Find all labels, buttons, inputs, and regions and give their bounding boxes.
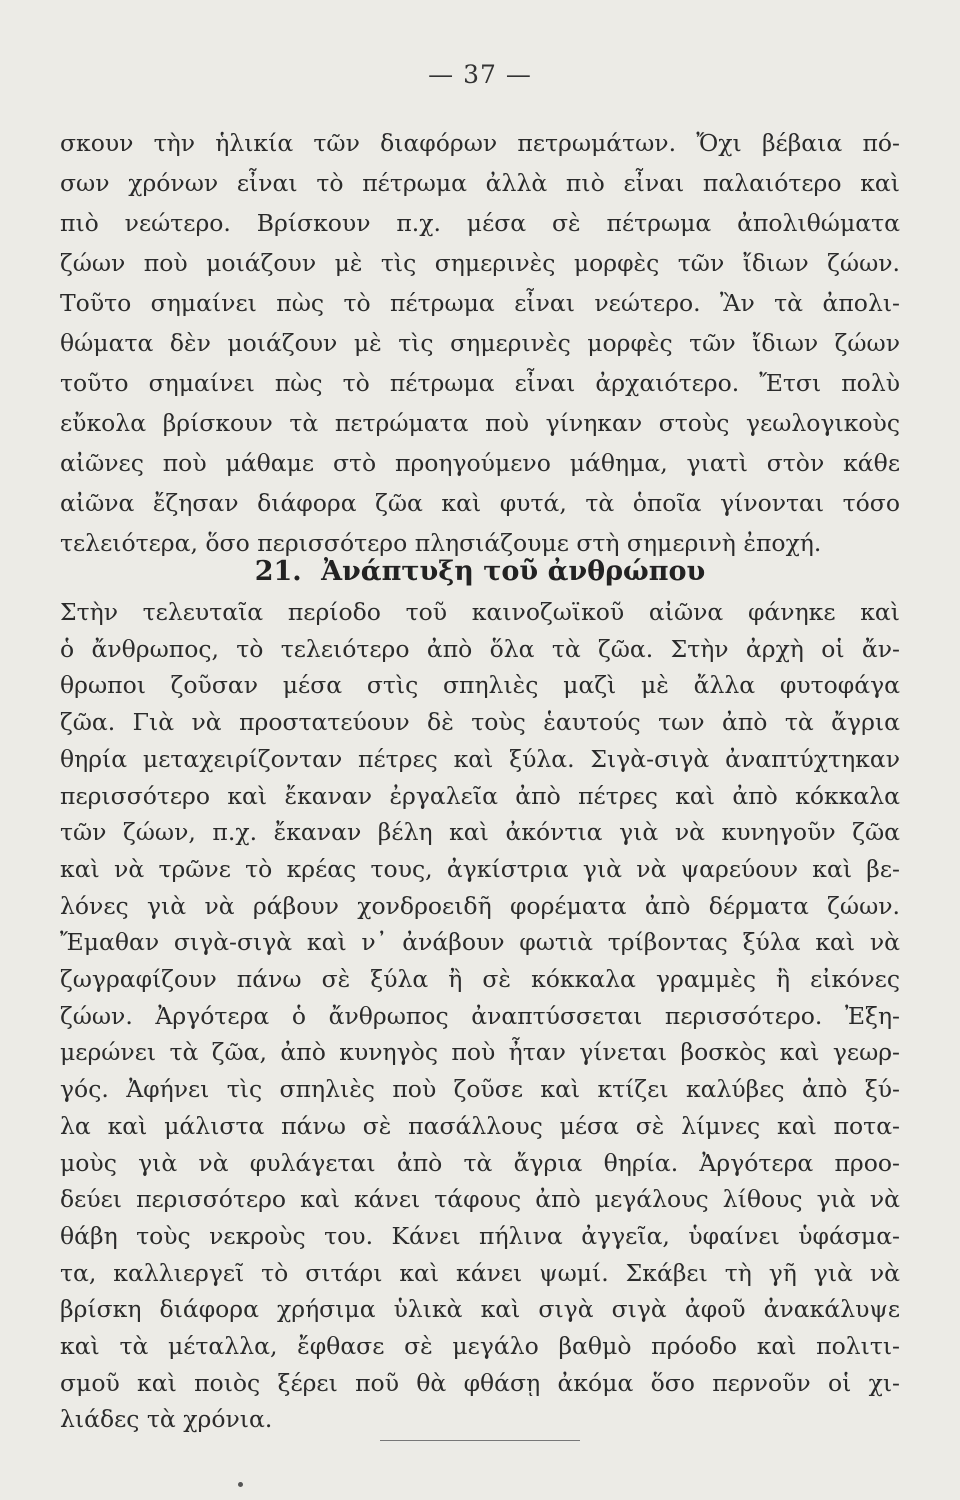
text-line: πιὸ νεώτερο. Βρίσκουν π.χ. μέσα σὲ πέτρωμα ἀπολιθώματα [60,209,900,237]
text-line: περισσότερο καὶ ἔκαναν ἐργαλεῖα ἀπὸ πέτρες καὶ ἀπὸ κόκκαλα [60,781,900,810]
page-number: — 37 — [428,60,532,89]
text-line: τοῦτο σημαίνει πὼς τὸ πέτρωμα εἶναι ἀρχαιότερο. Ἔτσι πολὺ [60,369,900,397]
text-line: σκουν τὴν ἡλικία τῶν διαφόρων πετρωμάτων. Ὄχι βέβαια πό- [60,129,900,157]
text-line: ζῶα. Γιὰ νὰ προστατεύουν δὲ τοὺς ἑαυτούς των ἀπὸ τὰ ἄγρια [60,708,900,737]
text-line: μερώνει τὰ ζῶα, ἀπὸ κυνηγὸς ποὺ ἦταν γίνεται βοσκὸς καὶ γεωρ- [60,1038,900,1067]
footer-rule [380,1440,580,1441]
text-line: αἰῶνα ἔζησαν διάφορα ζῶα καὶ φυτά, τὰ ὁποῖα γίνονται τόσο [60,489,900,517]
text-line: δεύει περισσότερο καὶ κάνει τάφους ἀπὸ μεγάλους λίθους γιὰ νὰ [60,1185,900,1214]
section-heading [0,552,960,592]
text-line: βρίσκη διάφορα χρήσιμα ὑλικὰ καὶ σιγὰ σιγὰ ἀφοῦ ἀνακάλυψε [60,1295,900,1324]
section-title: Ἀνάπτυξη τοῦ ἀνθρώπου [321,556,706,587]
text-line: σων χρόνων εἶναι τὸ πέτρωμα ἀλλὰ πιὸ εἶναι παλαιότερο καὶ [60,169,900,197]
text-line: ζωγραφίζουν πάνω σὲ ξύλα ἢ σὲ κόκκαλα γραμμὲς ἢ εἰκόνες [60,965,900,993]
text-line: σμοῦ καὶ ποιὸς ξέρει ποῦ θὰ φθάσῃ ἀκόμα ὅσο περνοῦν οἱ χι- [60,1368,900,1397]
text-line: λιάδες τὰ χρόνια. [60,1405,273,1434]
print-speck [238,1482,243,1487]
text-line: ζώων. Ἀργότερα ὁ ἄνθρωπος ἀναπτύσσεται περισσότερο. Ἐξη- [60,1001,900,1030]
text-line: αἰῶνες ποὺ μάθαμε στὸ προηγούμενο μάθημα, γιατὶ στὸν κάθε [60,449,900,477]
text-line: Ἔμαθαν σιγὰ-σιγὰ καὶ ν᾿ ἀνάβουν φωτιὰ τρίβοντας ξύλα καὶ νὰ [60,928,900,957]
text-line: λα καὶ μάλιστα πάνω σὲ πασάλλους μέσα σὲ λίμνες καὶ ποτα- [60,1111,900,1140]
text-line: ζώων ποὺ μοιάζουν μὲ τὶς σημερινὲς μορφὲς τῶν ἴδιων ζώων. [60,249,900,277]
text-line: θρωποι ζοῦσαν μέσα στὶς σπηλιὲς μαζὶ μὲ ἄλλα φυτοφάγα [60,671,900,700]
text-line: θηρία μεταχειρίζονταν πέτρες καὶ ξύλα. Σιγὰ-σιγὰ ἀναπτύχτηκαν [60,744,900,773]
text-line: θώματα δὲν μοιάζουν μὲ τὶς σημερινὲς μορφὲς τῶν ἴδιων ζώων [60,329,900,357]
section-number: 21. [254,556,302,587]
text-line: ὁ ἄνθρωπος, τὸ τελειότερο ἀπὸ ὅλα τὰ ζῶα. Στὴν ἀρχὴ οἱ ἄν- [60,634,900,663]
text-line: μοὺς γιὰ νὰ φυλάγεται ἀπὸ τὰ ἄγρια θηρία. Ἀργότερα προο- [60,1148,900,1177]
text-line: εὔκολα βρίσκουν τὰ πετρώματα ποὺ γίνηκαν στοὺς γεωλογικοὺς [60,409,900,437]
text-line: Στὴν τελευταῖα περίοδο τοῦ καινοζωϊκοῦ αἰῶνα φάνηκε καὶ [60,598,900,626]
text-line: λόνες γιὰ νὰ ράβουν χονδροειδῆ φορέματα ἀπὸ δέρματα ζώων. [60,891,900,920]
text-line: γός. Ἀφήνει τὶς σπηλιὲς ποὺ ζοῦσε καὶ κτίζει καλύβες ἀπὸ ξύ- [60,1075,900,1104]
text-line: καὶ τὰ μέταλλα, ἔφθασε σὲ μεγάλο βαθμὸ πρόοδο καὶ πολιτι- [60,1332,900,1360]
text-line: θάβη τοὺς νεκροὺς του. Κάνει πήλινα ἀγγεῖα, ὑφαίνει ὑφάσμα- [60,1221,900,1250]
text-line: τῶν ζώων, π.χ. ἔκαναν βέλη καὶ ἀκόντια γιὰ νὰ κυνηγοῦν ζῶα [60,818,900,847]
text-line: καὶ νὰ τρῶνε τὸ κρέας τους, ἀγκίστρια γιὰ νὰ ψαρεύουν καὶ βε- [60,854,900,883]
text-line: τελειότερα, ὅσο περισσότερο πλησιάζουμε στὴ σημερινὴ ἐποχή. [60,529,822,557]
text-line: τα, καλλιεργεῖ τὸ σιτάρι καὶ κάνει ψωμί. Σκάβει τὴ γῆ γιὰ νὰ [60,1258,900,1287]
text-line: Τοῦτο σημαίνει πὼς τὸ πέτρωμα εἶναι νεώτερο. Ἂν τὰ ἀπολι- [60,289,900,317]
